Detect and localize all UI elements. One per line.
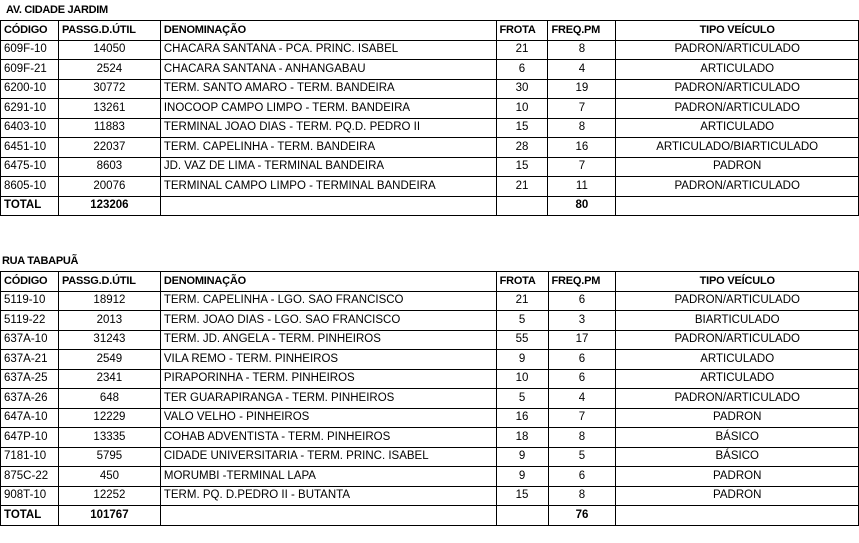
vehicle-type-cell: PADRON [616,486,859,506]
frequency-cell: 4 [548,389,616,409]
vehicle-type-cell: ARTICULADO [616,60,859,80]
table-row [1,350,859,370]
fleet-cell: 9 [496,467,548,487]
passengers-cell: 450 [58,467,160,487]
route-name-cell: TERMINAL CAMPO LIMPO - TERMINAL BANDEIRA [160,177,496,197]
fleet-cell: 18 [496,428,548,448]
vehicle-type-cell: PADRON [616,157,859,177]
frequency-cell: 3 [548,311,616,331]
column-header-code: CÓDIGO [1,21,59,41]
code-cell: 6451-10 [1,138,59,158]
route-name-cell: CHACARA SANTANA - ANHANGABAU [160,60,496,80]
passengers-cell: 12229 [58,408,160,428]
table-row [1,60,859,80]
frequency-cell: 8 [548,40,616,60]
total-fleet-cell [496,506,548,526]
code-cell: 637A-21 [1,350,59,370]
total-row [1,506,859,526]
code-cell: 5119-10 [1,291,59,311]
frequency-cell: 16 [548,138,616,158]
section-title-rua-tabapua: RUA TABAPUÃ [2,255,79,267]
route-name-cell: VILA REMO - TERM. PINHEIROS [160,350,496,370]
total-route-name-cell [160,196,496,216]
vehicle-type-cell: PADRON/ARTICULADO [616,291,859,311]
vehicle-type-cell: ARTICULADO [616,350,859,370]
total-frequency-cell: 80 [548,196,616,216]
vehicle-type-cell: PADRON/ARTICULADO [616,177,859,197]
code-cell: 609F-21 [1,60,59,80]
fleet-cell: 28 [496,138,548,158]
fleet-cell: 10 [496,99,548,119]
code-cell: 609F-10 [1,40,59,60]
code-cell: 908T-10 [1,486,59,506]
frequency-cell: 19 [548,79,616,99]
fleet-cell: 55 [496,330,548,350]
code-cell: 637A-25 [1,369,59,389]
passengers-cell: 2013 [58,311,160,331]
passengers-cell: 20076 [58,177,160,197]
passengers-cell: 12252 [58,486,160,506]
passengers-cell: 8603 [58,157,160,177]
code-cell: 647A-10 [1,408,59,428]
passengers-cell: 5795 [58,447,160,467]
passengers-cell: 2524 [58,60,160,80]
column-header-fleet: FROTA [496,21,548,41]
table-row [1,330,859,350]
total-route-name-cell [160,506,496,526]
lines-table-av-cidade-jardim [0,20,859,216]
column-header-route-name: DENOMINAÇÃO [160,272,496,292]
column-header-code: CÓDIGO [1,272,59,292]
frequency-cell: 6 [548,369,616,389]
frequency-cell: 7 [548,157,616,177]
passengers-cell: 30772 [58,79,160,99]
frequency-cell: 8 [548,428,616,448]
table-row [1,369,859,389]
total-frequency-cell: 76 [548,506,616,526]
frequency-cell: 6 [548,291,616,311]
vehicle-type-cell: PADRON/ARTICULADO [616,99,859,119]
code-cell: 6475-10 [1,157,59,177]
frequency-cell: 11 [548,177,616,197]
vehicle-type-cell: PADRON/ARTICULADO [616,40,859,60]
passengers-cell: 13261 [58,99,160,119]
fleet-cell: 6 [496,60,548,80]
route-name-cell: VALO VELHO - PINHEIROS [160,408,496,428]
route-name-cell: CIDADE UNIVERSITARIA - TERM. PRINC. ISABEL [160,447,496,467]
passengers-cell: 2549 [58,350,160,370]
fleet-cell: 21 [496,177,548,197]
column-header-fleet: FROTA [496,272,548,292]
fleet-cell: 10 [496,369,548,389]
route-name-cell: JD. VAZ DE LIMA - TERMINAL BANDEIRA [160,157,496,177]
route-name-cell: TERM. CAPELINHA - TERM. BANDEIRA [160,138,496,158]
table-row [1,138,859,158]
code-cell: 6291-10 [1,99,59,119]
fleet-cell: 16 [496,408,548,428]
column-header-passengers: PASSG.D.ÚTIL [58,272,160,292]
frequency-cell: 6 [548,350,616,370]
fleet-cell: 15 [496,157,548,177]
code-cell: 7181-10 [1,447,59,467]
column-header-vehicle-type: TIPO VEÍCULO [616,21,859,41]
frequency-cell: 5 [548,447,616,467]
route-name-cell: TERM. PQ. D.PEDRO II - BUTANTA [160,486,496,506]
vehicle-type-cell: ARTICULADO/BIARTICULADO [616,138,859,158]
fleet-cell: 15 [496,118,548,138]
total-fleet-cell [496,196,548,216]
code-cell: 5119-22 [1,311,59,331]
table-row [1,311,859,331]
route-name-cell: CHACARA SANTANA - PCA. PRINC. ISABEL [160,40,496,60]
frequency-cell: 7 [548,99,616,119]
table-row [1,447,859,467]
vehicle-type-cell: ARTICULADO [616,118,859,138]
lines-table-rua-tabapua [0,271,859,526]
total-passengers-cell: 101767 [58,506,160,526]
passengers-cell: 22037 [58,138,160,158]
fleet-cell: 9 [496,350,548,370]
route-name-cell: TERM. JD. ANGELA - TERM. PINHEIROS [160,330,496,350]
passengers-cell: 18912 [58,291,160,311]
table-row [1,428,859,448]
passengers-cell: 2341 [58,369,160,389]
fleet-cell: 21 [496,291,548,311]
passengers-cell: 648 [58,389,160,409]
route-name-cell: TERMINAL JOAO DIAS - TERM. PQ.D. PEDRO II [160,118,496,138]
section-title-av-cidade-jardim: AV. CIDADE JARDIM [6,4,108,16]
table-row [1,79,859,99]
column-header-frequency: FREQ.PM [548,272,616,292]
route-name-cell: TERM. CAPELINHA - LGO. SAO FRANCISCO [160,291,496,311]
column-header-vehicle-type: TIPO VEÍCULO [616,272,859,292]
vehicle-type-cell: BÁSICO [616,428,859,448]
total-row [1,196,859,216]
fleet-cell: 30 [496,79,548,99]
frequency-cell: 4 [548,60,616,80]
vehicle-type-cell: BIARTICULADO [616,311,859,331]
frequency-cell: 6 [548,467,616,487]
table-row [1,177,859,197]
code-cell: 637A-10 [1,330,59,350]
vehicle-type-cell: PADRON [616,467,859,487]
passengers-cell: 31243 [58,330,160,350]
column-header-passengers: PASSG.D.ÚTIL [58,21,160,41]
table-row [1,40,859,60]
vehicle-type-cell: PADRON/ARTICULADO [616,79,859,99]
total-code-cell: TOTAL [1,196,59,216]
code-cell: 647P-10 [1,428,59,448]
table-row [1,118,859,138]
route-name-cell: COHAB ADVENTISTA - TERM. PINHEIROS [160,428,496,448]
table-row [1,467,859,487]
column-header-frequency: FREQ.PM [548,21,616,41]
code-cell: 6200-10 [1,79,59,99]
vehicle-type-cell: ARTICULADO [616,369,859,389]
table-row [1,99,859,119]
vehicle-type-cell: BÁSICO [616,447,859,467]
frequency-cell: 8 [548,118,616,138]
frequency-cell: 8 [548,486,616,506]
table-row [1,291,859,311]
total-code-cell: TOTAL [1,506,59,526]
column-header-route-name: DENOMINAÇÃO [160,21,496,41]
table-row [1,486,859,506]
fleet-cell: 21 [496,40,548,60]
total-passengers-cell: 123206 [58,196,160,216]
code-cell: 875C-22 [1,467,59,487]
route-name-cell: INOCOOP CAMPO LIMPO - TERM. BANDEIRA [160,99,496,119]
vehicle-type-cell: PADRON/ARTICULADO [616,389,859,409]
route-name-cell: PIRAPORINHA - TERM. PINHEIROS [160,369,496,389]
route-name-cell: TERM. SANTO AMARO - TERM. BANDEIRA [160,79,496,99]
route-name-cell: TER GUARAPIRANGA - TERM. PINHEIROS [160,389,496,409]
table-row [1,408,859,428]
frequency-cell: 7 [548,408,616,428]
total-vehicle-type-cell [616,196,859,216]
vehicle-type-cell: PADRON/ARTICULADO [616,330,859,350]
code-cell: 6403-10 [1,118,59,138]
fleet-cell: 5 [496,311,548,331]
route-name-cell: MORUMBI -TERMINAL LAPA [160,467,496,487]
header-row [1,21,859,41]
total-vehicle-type-cell [616,506,859,526]
passengers-cell: 14050 [58,40,160,60]
frequency-cell: 17 [548,330,616,350]
fleet-cell: 5 [496,389,548,409]
table-row [1,157,859,177]
vehicle-type-cell: PADRON [616,408,859,428]
route-name-cell: TERM. JOAO DIAS - LGO. SAO FRANCISCO [160,311,496,331]
code-cell: 637A-26 [1,389,59,409]
code-cell: 8605-10 [1,177,59,197]
fleet-cell: 15 [496,486,548,506]
passengers-cell: 11883 [58,118,160,138]
fleet-cell: 9 [496,447,548,467]
header-row [1,272,859,292]
table-row [1,389,859,409]
passengers-cell: 13335 [58,428,160,448]
